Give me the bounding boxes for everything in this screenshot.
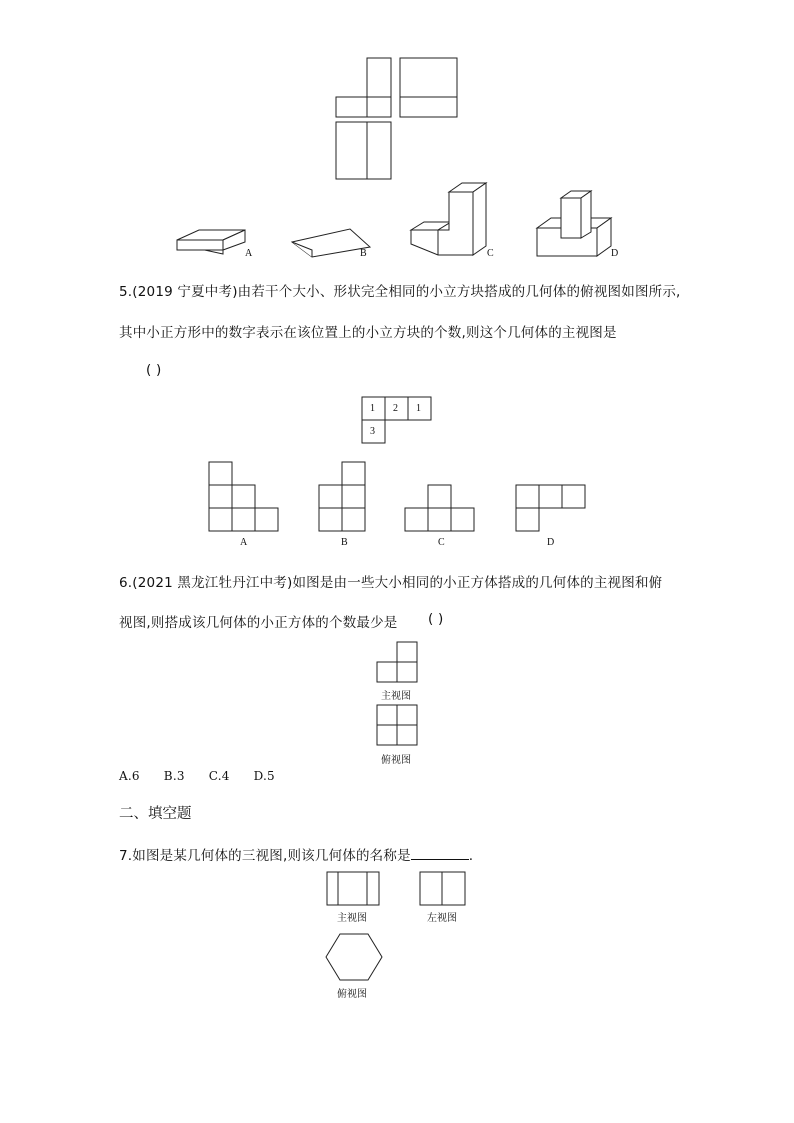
q5-answer-paren: ( ) [146,362,162,378]
q6-choices: A.6 B.3 C.4 D.5 [119,769,275,783]
q5-grid-number: 1 [370,403,375,414]
q6-top-view-caption: 俯视图 [381,755,411,766]
q6-question-line-1: 6.(2021 黑龙江牡丹江中考)如图是由一些大小相同的小正方体搭成的几何体的主视图和俯 [119,575,663,591]
q4-option-b-label: B [360,248,367,259]
q7-question-end: . [468,848,474,864]
q6-front-view-caption: 主视图 [381,691,411,702]
q4-option-d-label: D [611,248,619,259]
q6-answer-paren: ( ) [428,611,444,627]
section-title: 二、填空题 [119,806,192,822]
q6-question-line-2: 视图,则搭成该几何体的小正方体的个数最少是 [119,615,398,631]
q5-question-line-2: 其中小正方形中的数字表示在该位置上的小立方块的个数,则这个几何体的主视图是 [119,325,617,341]
q7-left-view-caption: 左视图 [427,913,457,924]
q5-option-c-label: C [438,537,445,548]
q7-left-view [420,872,465,905]
q5-option-d-label: D [547,537,555,548]
q7-front-view-caption: 主视图 [337,913,367,924]
q5-option-b-label: B [341,537,348,548]
q7-front-view [327,872,379,905]
q7-top-view-caption: 俯视图 [337,989,367,1000]
q7-question-text: 7.如图是某几何体的三视图,则该几何体的名称是 [119,848,411,864]
q5-grid-number: 3 [370,426,375,437]
q4-option-a-label: A [245,248,253,259]
q5-grid-number: 1 [416,403,421,414]
q7-top-view-hexagon [326,934,382,980]
q5-question-line-1: 5.(2019 宁夏中考)由若干个大小、形状完全相同的小立方块搭成的几何体的俯视图如图所示, [119,284,681,300]
q5-grid-number: 2 [393,403,398,414]
q5-option-a-label: A [240,537,248,548]
q4-option-c-label: C [487,248,494,259]
